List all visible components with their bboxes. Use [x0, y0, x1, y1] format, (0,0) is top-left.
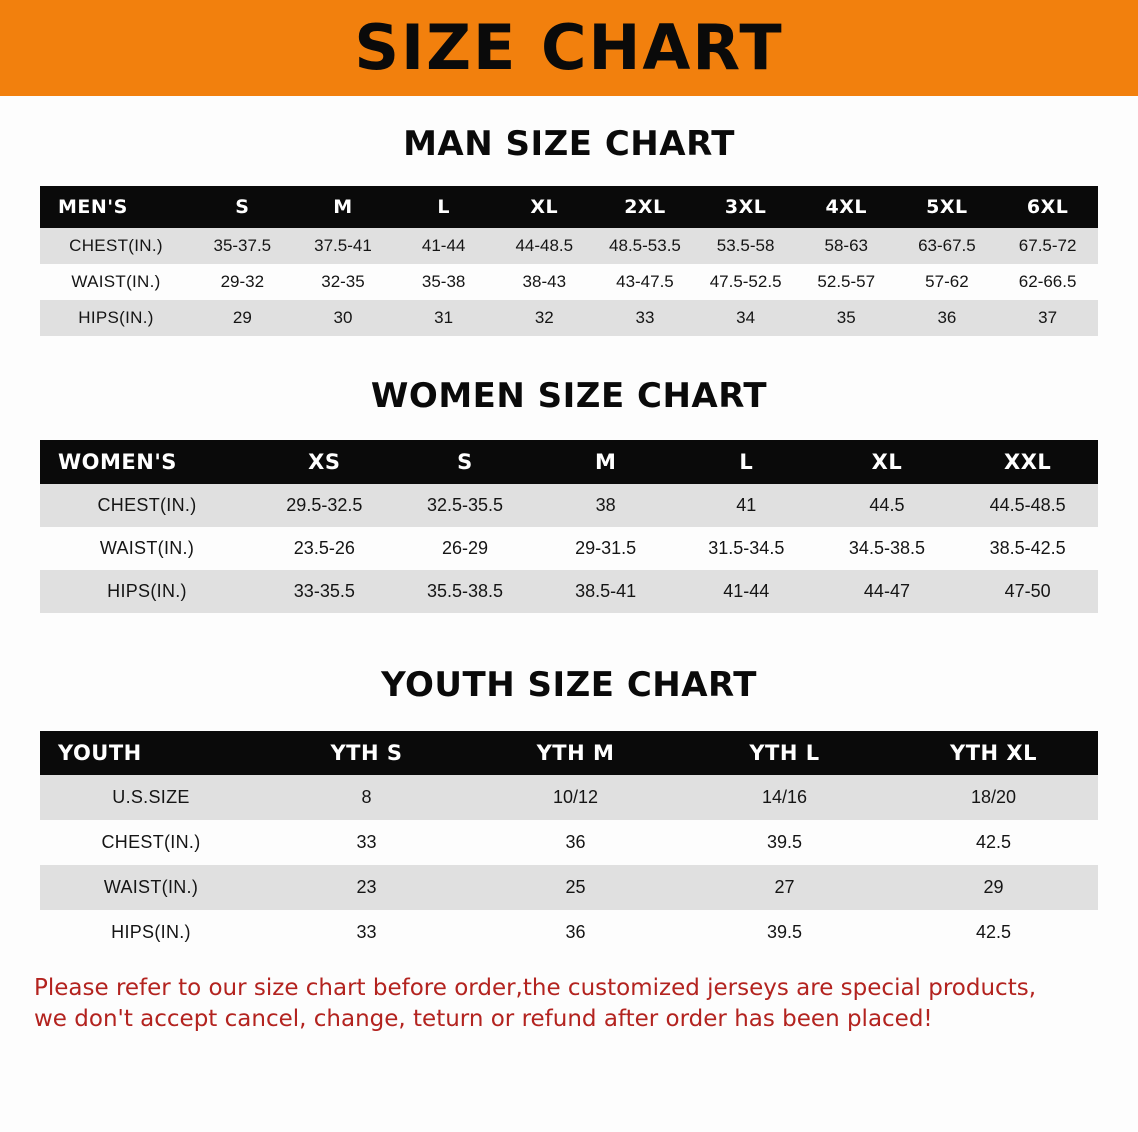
youth-header-m: YTH M [471, 731, 680, 775]
table-row [40, 820, 1098, 865]
men-table-header [40, 186, 1098, 228]
women-header-xl: XL [817, 440, 958, 484]
men-waist-s: 29-32 [192, 264, 293, 300]
men-row-label-waist: WAIST(IN.) [40, 264, 192, 300]
women-section-title: WOMEN SIZE CHART [370, 376, 768, 416]
table-row [40, 264, 1098, 300]
men-hips-3xl: 34 [695, 300, 796, 336]
men-waist-l: 35-38 [393, 264, 494, 300]
men-hips-l: 31 [393, 300, 494, 336]
women-header-xs: XS [254, 440, 395, 484]
women-chest-xs: 29.5-32.5 [254, 484, 395, 527]
women-header-s: S [395, 440, 536, 484]
women-header-label: WOMEN'S [40, 440, 254, 484]
men-hips-m: 30 [293, 300, 394, 336]
women-table-body [40, 484, 1098, 613]
youth-header-xl: YTH XL [889, 731, 1098, 775]
youth-size-table [40, 731, 1098, 955]
youth-hips-xl: 42.5 [889, 910, 1098, 955]
men-chest-s: 35-37.5 [192, 228, 293, 264]
men-table-body [40, 228, 1098, 336]
youth-header-label: YOUTH [40, 731, 262, 775]
men-header-3xl: 3XL [695, 186, 796, 228]
disclaimer-note [34, 973, 1104, 1035]
men-header-s: S [192, 186, 293, 228]
youth-waist-m: 25 [471, 865, 680, 910]
youth-table-body [40, 775, 1098, 955]
women-size-table [40, 440, 1098, 613]
table-row [40, 775, 1098, 820]
youth-chest-xl: 42.5 [889, 820, 1098, 865]
women-row-label-hips: HIPS(IN.) [40, 570, 254, 613]
men-hips-4xl: 35 [796, 300, 897, 336]
men-waist-2xl: 43-47.5 [595, 264, 696, 300]
men-waist-6xl: 62-66.5 [997, 264, 1098, 300]
women-hips-m: 38.5-41 [535, 570, 676, 613]
youth-ussize-l: 14/16 [680, 775, 889, 820]
women-waist-l: 31.5-34.5 [676, 527, 817, 570]
men-chest-2xl: 48.5-53.5 [595, 228, 696, 264]
youth-hips-l: 39.5 [680, 910, 889, 955]
men-chest-3xl: 53.5-58 [695, 228, 796, 264]
women-table-header [40, 440, 1098, 484]
women-waist-s: 26-29 [395, 527, 536, 570]
women-chest-xxl: 44.5-48.5 [957, 484, 1098, 527]
men-row-label-hips: HIPS(IN.) [40, 300, 192, 336]
men-chest-xl: 44-48.5 [494, 228, 595, 264]
men-header-2xl: 2XL [595, 186, 696, 228]
youth-ussize-m: 10/12 [471, 775, 680, 820]
youth-hips-m: 36 [471, 910, 680, 955]
men-hips-s: 29 [192, 300, 293, 336]
women-chest-s: 32.5-35.5 [395, 484, 536, 527]
men-row-label-chest: CHEST(IN.) [40, 228, 192, 264]
men-chest-4xl: 58-63 [796, 228, 897, 264]
women-header-m: M [535, 440, 676, 484]
men-waist-5xl: 57-62 [897, 264, 998, 300]
men-header-5xl: 5XL [897, 186, 998, 228]
youth-table-header [40, 731, 1098, 775]
women-waist-xs: 23.5-26 [254, 527, 395, 570]
men-chest-6xl: 67.5-72 [997, 228, 1098, 264]
table-row [40, 484, 1098, 527]
women-hips-xl: 44-47 [817, 570, 958, 613]
men-waist-3xl: 47.5-52.5 [695, 264, 796, 300]
women-chest-xl: 44.5 [817, 484, 958, 527]
men-chest-m: 37.5-41 [293, 228, 394, 264]
youth-ussize-s: 8 [262, 775, 471, 820]
men-waist-4xl: 52.5-57 [796, 264, 897, 300]
table-row [40, 228, 1098, 264]
women-hips-xxl: 47-50 [957, 570, 1098, 613]
men-hips-2xl: 33 [595, 300, 696, 336]
men-size-table [40, 186, 1098, 336]
women-header-l: L [676, 440, 817, 484]
table-row [40, 527, 1098, 570]
men-header-4xl: 4XL [796, 186, 897, 228]
youth-waist-s: 23 [262, 865, 471, 910]
women-hips-l: 41-44 [676, 570, 817, 613]
women-chest-l: 41 [676, 484, 817, 527]
women-hips-s: 35.5-38.5 [395, 570, 536, 613]
women-waist-m: 29-31.5 [535, 527, 676, 570]
youth-row-label-chest: CHEST(IN.) [40, 820, 262, 865]
youth-row-label-hips: HIPS(IN.) [40, 910, 262, 955]
youth-waist-xl: 29 [889, 865, 1098, 910]
table-row [40, 865, 1098, 910]
men-header-6xl: 6XL [997, 186, 1098, 228]
women-waist-xl: 34.5-38.5 [817, 527, 958, 570]
women-header-xxl: XXL [957, 440, 1098, 484]
women-waist-xxl: 38.5-42.5 [957, 527, 1098, 570]
disclaimer-line-2: we don't accept cancel, change, teturn or refund after order has been placed! [34, 1006, 933, 1033]
men-hips-5xl: 36 [897, 300, 998, 336]
banner [0, 0, 1138, 96]
table-row [40, 570, 1098, 613]
banner-title: SIZE CHART [354, 11, 784, 84]
men-chest-5xl: 63-67.5 [897, 228, 998, 264]
youth-header-s: YTH S [262, 731, 471, 775]
youth-chest-s: 33 [262, 820, 471, 865]
men-chest-l: 41-44 [393, 228, 494, 264]
women-row-label-chest: CHEST(IN.) [40, 484, 254, 527]
men-header-label: MEN'S [40, 186, 192, 228]
men-header-m: M [293, 186, 394, 228]
youth-chest-l: 39.5 [680, 820, 889, 865]
youth-waist-l: 27 [680, 865, 889, 910]
youth-header-l: YTH L [680, 731, 889, 775]
youth-hips-s: 33 [262, 910, 471, 955]
men-waist-xl: 38-43 [494, 264, 595, 300]
men-header-xl: XL [494, 186, 595, 228]
man-section-title: MAN SIZE CHART [403, 124, 735, 164]
women-row-label-waist: WAIST(IN.) [40, 527, 254, 570]
men-hips-xl: 32 [494, 300, 595, 336]
table-row [40, 910, 1098, 955]
men-hips-6xl: 37 [997, 300, 1098, 336]
youth-chest-m: 36 [471, 820, 680, 865]
youth-section-title: YOUTH SIZE CHART [381, 665, 757, 705]
table-header-row [40, 186, 1098, 228]
youth-ussize-xl: 18/20 [889, 775, 1098, 820]
men-header-l: L [393, 186, 494, 228]
youth-row-label-waist: WAIST(IN.) [40, 865, 262, 910]
disclaimer-line-1: Please refer to our size chart before order,the customized jerseys are special products, [34, 975, 1037, 1001]
women-hips-xs: 33-35.5 [254, 570, 395, 613]
women-chest-m: 38 [535, 484, 676, 527]
table-header-row [40, 731, 1098, 775]
table-header-row [40, 440, 1098, 484]
table-row [40, 300, 1098, 336]
youth-row-label-ussize: U.S.SIZE [40, 775, 262, 820]
men-waist-m: 32-35 [293, 264, 394, 300]
